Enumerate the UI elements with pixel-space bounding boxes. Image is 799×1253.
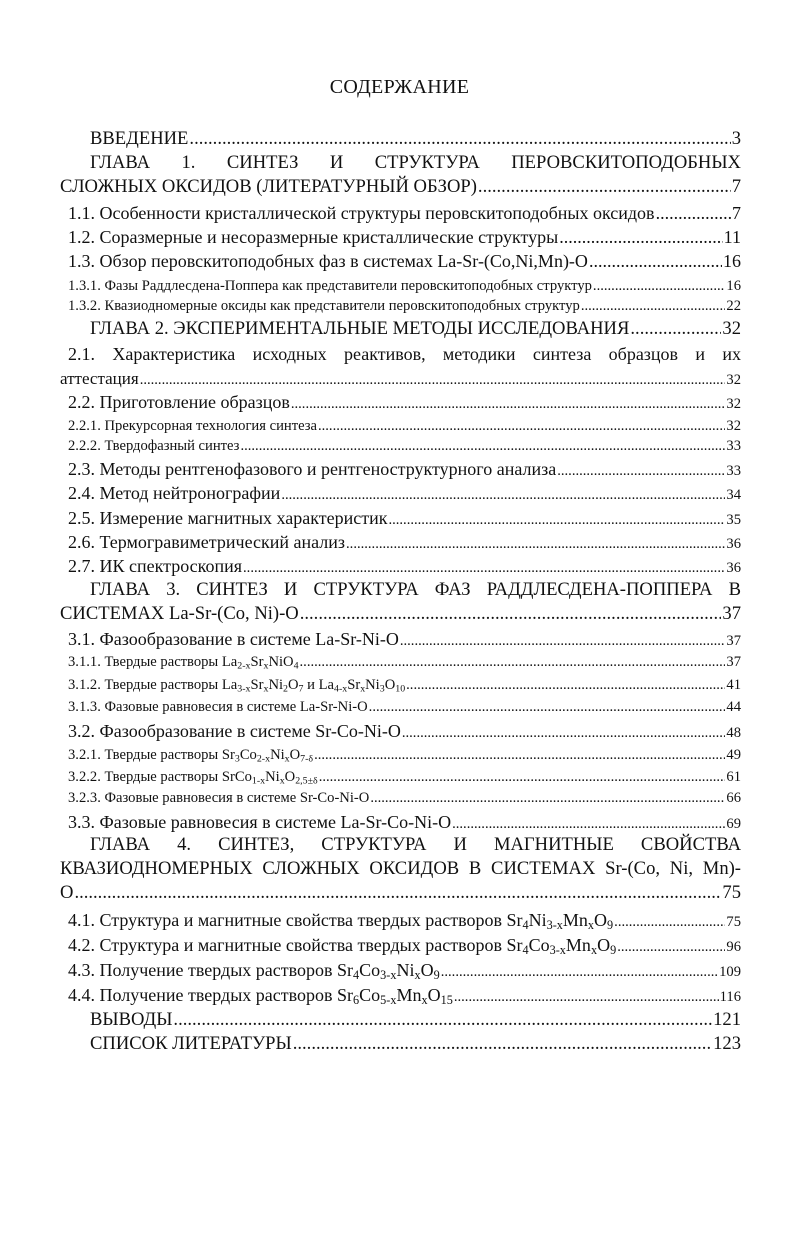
toc-entry-page: 32 xyxy=(726,396,741,412)
page-title: СОДЕРЖАНИЕ xyxy=(329,76,470,98)
toc-entry-1-3-1[interactable] xyxy=(60,278,741,295)
toc-entry-3-2-1[interactable] xyxy=(60,747,741,764)
toc-leader-dots xyxy=(189,128,730,150)
toc-entry-title-line: ГЛАВА 4. СИНТЕЗ, СТРУКТУРА И МАГНИТНЫЕ СВОЙСТВА xyxy=(90,834,741,855)
toc-leader-dots xyxy=(557,463,725,480)
toc-leader-dots xyxy=(388,512,725,529)
toc-entry-title: 4.4. Получение твердых растворов $Sr_6Co_{5-x}Mn_xO_{15}$ xyxy=(68,985,453,1008)
toc-entry-title: 2.3. Методы рентгенофазового и рентгеноструктурного анализа xyxy=(68,459,557,479)
toc-entry-page: 69 xyxy=(726,816,741,832)
toc-entry-page: 44 xyxy=(726,699,741,715)
toc-entry-title: 4.2. Структура и магнитные свойства твердых растворов $Sr_4Co_{3-x}Mn_xO_9$ xyxy=(68,935,617,958)
toc-entry-4-1[interactable] xyxy=(60,910,741,931)
toc-leader-dots xyxy=(369,699,726,716)
toc-entry-title: 2.2. Приготовление образцов xyxy=(68,392,290,412)
toc-entry-title: СИСТЕМАХ La-Sr-(Co, Ni)-O xyxy=(60,603,299,624)
toc-entry-title: 2.6. Термогравиметрический анализ xyxy=(68,532,346,552)
toc-entry-title-line: 2.1. Характеристика исходных реактивов, методики синтеза образцов и их xyxy=(68,344,741,364)
toc-entry-page: 121 xyxy=(713,1009,741,1030)
toc-entry-4-3[interactable] xyxy=(60,960,741,981)
toc-entry-page: 33 xyxy=(726,463,741,479)
toc-leader-dots xyxy=(400,633,726,650)
toc-entry-title: 3.2.1. Твердые растворы $Sr_3Co_{2-x}Ni_xO_{7-\delta}$ xyxy=(68,747,314,765)
toc-leader-dots xyxy=(346,536,725,553)
toc-entry-page: 37 xyxy=(726,633,741,649)
toc-entry-chapter-2[interactable] xyxy=(60,318,741,340)
toc-entry-1-2[interactable] xyxy=(60,227,741,248)
toc-entry-title: 3.3. Фазовые равновесия в системе La-Sr-Co-Ni-O xyxy=(68,812,452,832)
toc-entry-3-2-3[interactable] xyxy=(60,790,741,807)
toc-entry-title: 2.5. Измерение магнитных характеристик xyxy=(68,508,388,528)
toc-leader-dots xyxy=(318,418,725,435)
toc-entry-chapter-3[interactable] xyxy=(60,579,741,625)
toc-leader-dots xyxy=(300,654,726,671)
toc-entry-title: аттестация xyxy=(60,369,139,388)
toc-entry-conclusions[interactable] xyxy=(60,1009,741,1031)
toc-entry-title: 2.4. Метод нейтронографии xyxy=(68,483,281,503)
toc-leader-dots xyxy=(291,396,726,413)
toc-leader-dots xyxy=(589,251,722,272)
toc-entry-4-2[interactable] xyxy=(60,935,741,956)
toc-entry-page: 16 xyxy=(723,251,741,271)
toc-entry-title: 3.1.3. Фазовые равновесия в системе La-Sr-Ni-O xyxy=(68,699,368,715)
toc-entry-title: 2.2.1. Прекурсорная технология синтеза xyxy=(68,418,317,434)
toc-entry-3-1-3[interactable] xyxy=(60,699,741,716)
toc-leader-dots xyxy=(243,560,725,577)
toc-entry-page: 37 xyxy=(722,603,741,624)
toc-leader-dots xyxy=(240,438,725,455)
toc-entry-2-5[interactable] xyxy=(60,508,741,529)
toc-entry-title: 3.1.2. Твердые растворы $La_{3-x}Sr_xNi_2O_7$ и $La_{4-x}Sr_xNi_3O_{10}$ xyxy=(68,677,406,695)
toc-leader-dots xyxy=(293,1033,712,1055)
toc-entry-page: 36 xyxy=(726,560,741,576)
toc-entry-title: O xyxy=(60,882,74,903)
toc-leader-dots xyxy=(581,298,726,315)
toc-leader-dots xyxy=(173,1009,712,1031)
toc-entry-1-1[interactable] xyxy=(60,203,741,224)
toc-entry-title: 3.2.2. Твердые растворы $SrCo_{1-x}Ni_xO_{2,5\pm\delta}$ xyxy=(68,769,318,787)
toc-entry-2-2-1[interactable] xyxy=(60,418,741,435)
toc-entry-title: 3.2.3. Фазовые равновесия в системе Sr-Co-Ni-O xyxy=(68,790,370,806)
toc-entry-title: 3.1.1. Твердые растворы $La_{2-x}Sr_xNiO_4$ xyxy=(68,654,299,672)
toc-entry-chapter-1[interactable] xyxy=(60,152,741,198)
toc-leader-dots xyxy=(617,939,725,956)
toc-leader-dots xyxy=(300,603,722,625)
toc-entry-page: 33 xyxy=(726,438,741,454)
toc-entry-3-2-2[interactable] xyxy=(60,769,741,786)
toc-entry-title: ВВЕДЕНИЕ xyxy=(90,128,189,149)
toc-leader-dots xyxy=(454,989,719,1006)
toc-leader-dots xyxy=(140,372,726,389)
toc-leader-dots xyxy=(614,914,725,931)
toc-entry-title: 1.2. Соразмерные и несоразмерные кристаллические структуры xyxy=(68,227,559,247)
toc-entry-page: 109 xyxy=(719,964,741,980)
toc-entry-title: 2.2.2. Твердофазный синтез xyxy=(68,438,240,454)
toc-entry-page: 75 xyxy=(722,882,741,903)
toc-entry-page: 7 xyxy=(731,176,741,197)
toc-leader-dots xyxy=(630,318,721,340)
toc-entry-1-3[interactable] xyxy=(60,251,741,272)
toc-entry-title-line: КВАЗИОДНОМЕРНЫХ СЛОЖНЫХ ОКСИДОВ В СИСТЕМАХ Sr-(Co, Ni, Mn)- xyxy=(60,858,741,879)
toc-entry-2-4[interactable] xyxy=(60,483,741,504)
toc-entry-title: ГЛАВА 2. ЭКСПЕРИМЕНТАЛЬНЫЕ МЕТОДЫ ИССЛЕДОВАНИЯ xyxy=(90,318,630,339)
toc-entry-chapter-4[interactable] xyxy=(60,834,741,904)
toc-entry-2-3[interactable] xyxy=(60,459,741,480)
toc-entry-page: 32 xyxy=(726,372,741,388)
toc-entry-page: 22 xyxy=(726,298,741,314)
toc-leader-dots xyxy=(370,790,725,807)
toc-entry-title-line: ГЛАВА 1. СИНТЕЗ И СТРУКТУРА ПЕРОВСКИТОПОДОБНЫХ xyxy=(90,152,741,173)
toc-entry-3-1[interactable] xyxy=(60,629,741,650)
toc-entry-page: 35 xyxy=(726,512,741,528)
toc-leader-dots xyxy=(452,816,725,833)
toc-entry-1-3-2[interactable] xyxy=(60,298,741,315)
toc-entry-2-7[interactable] xyxy=(60,556,741,577)
toc-entry-2-2[interactable] xyxy=(60,392,741,413)
toc-leader-dots xyxy=(314,747,725,764)
toc-entry-page: 36 xyxy=(726,536,741,552)
toc-entry-3-2[interactable] xyxy=(60,721,741,742)
toc-entry-page: 3 xyxy=(731,128,741,149)
toc-entry-title-line: ГЛАВА 3. СИНТЕЗ И СТРУКТУРА ФАЗ РАДДЛЕСДЕНА-ПОППЕРА В xyxy=(90,579,741,600)
toc-entry-2-6[interactable] xyxy=(60,532,741,553)
toc-entry-2-2-2[interactable] xyxy=(60,438,741,455)
toc-entry-title: ВЫВОДЫ xyxy=(90,1009,173,1030)
toc-entry-title: 1.1. Особенности кристаллической структуры перовскитоподобных оксидов xyxy=(68,203,655,223)
toc-entry-introduction[interactable] xyxy=(60,128,741,150)
toc-leader-dots xyxy=(319,769,726,786)
toc-leader-dots xyxy=(402,725,726,742)
toc-entry-page: 116 xyxy=(719,989,741,1005)
toc-entry-4-4[interactable] xyxy=(60,985,741,1006)
toc-entry-title: 3.2. Фазообразование в системе Sr-Co-Ni-O xyxy=(68,721,401,741)
toc-entry-title: 4.3. Получение твердых растворов $Sr_4Co_{3-x}Ni_xO_9$ xyxy=(68,960,440,983)
toc-leader-dots xyxy=(593,278,725,295)
toc-entry-title: 1.3.1. Фазы Раддлесдена-Поппера как представители перовскитоподобных структур xyxy=(68,278,592,294)
toc-leader-dots xyxy=(74,882,721,904)
toc-entry-page: 75 xyxy=(726,914,741,930)
toc-entry-page: 61 xyxy=(726,769,741,785)
toc-leader-dots xyxy=(406,677,725,694)
toc-entry-title: 2.7. ИК спектроскопия xyxy=(68,556,243,576)
toc-entry-title: СПИСОК ЛИТЕРАТУРЫ xyxy=(90,1033,292,1054)
toc-entry-page: 34 xyxy=(726,487,741,503)
toc-entry-title: 3.1. Фазообразование в системе La-Sr-Ni-O xyxy=(68,629,399,649)
toc-entry-page: 37 xyxy=(726,654,741,670)
toc-entry-page: 32 xyxy=(726,418,741,434)
toc-leader-dots xyxy=(281,487,725,504)
toc-entry-title: СЛОЖНЫХ ОКСИДОВ (ЛИТЕРАТУРНЫЙ ОБЗОР) xyxy=(60,176,477,197)
toc-entry-page: 96 xyxy=(726,939,741,955)
toc-entry-title: 1.3. Обзор перовскитоподобных фаз в системах La-Sr-(Co,Ni,Mn)-O xyxy=(68,251,588,271)
toc-entry-page: 11 xyxy=(723,227,741,247)
toc-entry-page: 32 xyxy=(722,318,741,339)
toc-leader-dots xyxy=(478,176,731,198)
toc-leader-dots xyxy=(441,964,718,981)
toc-entry-3-1-1[interactable] xyxy=(60,654,741,671)
toc-entry-title: 1.3.2. Квазиодномерные оксиды как представители перовскитоподобных структур xyxy=(68,298,580,314)
toc-entry-3-1-2[interactable] xyxy=(60,677,741,694)
toc-entry-page: 41 xyxy=(726,677,741,693)
toc-entry-2-1[interactable] xyxy=(60,344,741,389)
toc-entry-page: 49 xyxy=(726,747,741,763)
toc-entry-page: 123 xyxy=(713,1033,741,1054)
toc-leader-dots xyxy=(559,227,722,248)
toc-leader-dots xyxy=(656,203,731,224)
toc-entry-page: 48 xyxy=(726,725,741,741)
toc-entry-page: 7 xyxy=(732,203,741,223)
toc-entry-3-3[interactable] xyxy=(60,812,741,833)
toc-entry-references[interactable] xyxy=(60,1033,741,1055)
toc-entry-title: 4.1. Структура и магнитные свойства твердых растворов $Sr_4Ni_{3-x}Mn_xO_9$ xyxy=(68,910,614,933)
toc-entry-page: 16 xyxy=(726,278,741,294)
toc-entry-page: 66 xyxy=(726,790,741,806)
